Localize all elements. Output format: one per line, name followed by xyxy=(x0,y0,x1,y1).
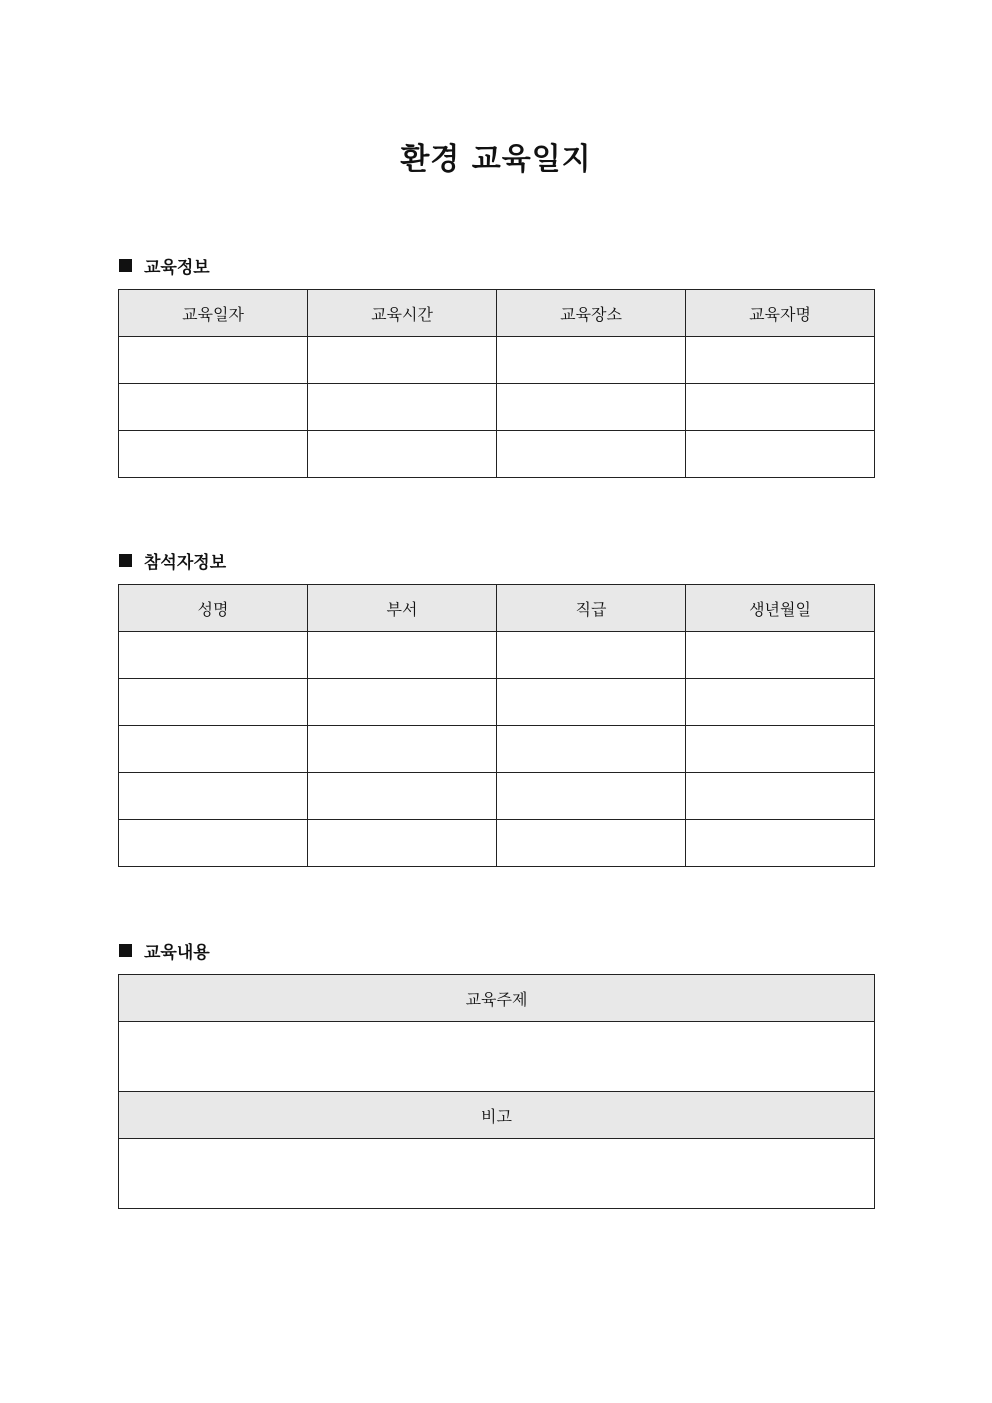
square-bullet-icon xyxy=(119,554,132,567)
table-row xyxy=(119,1022,875,1092)
table-row xyxy=(119,431,875,478)
table-cell[interactable] xyxy=(686,773,875,820)
column-header-place: 교육장소 xyxy=(497,290,686,337)
table-cell[interactable] xyxy=(308,773,497,820)
table-row xyxy=(119,820,875,867)
table-header-row xyxy=(119,585,875,632)
table-cell[interactable] xyxy=(308,384,497,431)
section-heading-label: 참석자정보 xyxy=(144,552,227,573)
topic-field[interactable] xyxy=(119,1022,875,1092)
table-cell[interactable] xyxy=(119,820,308,867)
table-cell[interactable] xyxy=(119,679,308,726)
square-bullet-icon xyxy=(119,259,132,272)
document-title: 환경 교육일지 xyxy=(400,142,592,177)
table-row xyxy=(119,679,875,726)
remarks-header: 비고 xyxy=(119,1092,875,1139)
table-cell[interactable] xyxy=(686,337,875,384)
section-heading-attendee-info xyxy=(119,548,226,572)
column-header-instructor: 교육자명 xyxy=(686,290,875,337)
table-row xyxy=(119,632,875,679)
table-cell[interactable] xyxy=(308,431,497,478)
table-cell[interactable] xyxy=(119,632,308,679)
table-row xyxy=(119,726,875,773)
table-cell[interactable] xyxy=(497,384,686,431)
section-heading-education-info xyxy=(119,253,210,277)
table-cell[interactable] xyxy=(308,632,497,679)
table-header-row xyxy=(119,1092,875,1139)
section-heading-label: 교육내용 xyxy=(144,942,210,963)
table-cell[interactable] xyxy=(497,632,686,679)
square-bullet-icon xyxy=(119,944,132,957)
table-cell[interactable] xyxy=(497,773,686,820)
section-heading-label: 교육정보 xyxy=(144,257,210,278)
table-cell[interactable] xyxy=(497,820,686,867)
table-cell[interactable] xyxy=(686,679,875,726)
table-cell[interactable] xyxy=(308,820,497,867)
table-cell[interactable] xyxy=(119,431,308,478)
column-header-department: 부서 xyxy=(308,585,497,632)
table-cell[interactable] xyxy=(308,679,497,726)
table-cell[interactable] xyxy=(119,384,308,431)
attendee-info-table xyxy=(118,584,875,867)
education-content-table xyxy=(118,974,875,1209)
table-cell[interactable] xyxy=(497,679,686,726)
table-row xyxy=(119,773,875,820)
column-header-birthdate: 생년월일 xyxy=(686,585,875,632)
table-row xyxy=(119,384,875,431)
remarks-field[interactable] xyxy=(119,1139,875,1209)
table-cell[interactable] xyxy=(686,726,875,773)
table-cell[interactable] xyxy=(308,726,497,773)
table-cell[interactable] xyxy=(119,726,308,773)
table-cell[interactable] xyxy=(497,337,686,384)
column-header-name: 성명 xyxy=(119,585,308,632)
education-info-table xyxy=(118,289,875,478)
table-header-row xyxy=(119,290,875,337)
column-header-position: 직급 xyxy=(497,585,686,632)
section-heading-education-content xyxy=(119,938,210,962)
table-cell[interactable] xyxy=(686,632,875,679)
table-cell[interactable] xyxy=(308,337,497,384)
table-cell[interactable] xyxy=(497,726,686,773)
table-cell[interactable] xyxy=(497,431,686,478)
table-header-row xyxy=(119,975,875,1022)
table-cell[interactable] xyxy=(119,337,308,384)
column-header-time: 교육시간 xyxy=(308,290,497,337)
table-row xyxy=(119,1139,875,1209)
table-cell[interactable] xyxy=(119,773,308,820)
table-cell[interactable] xyxy=(686,384,875,431)
column-header-date: 교육일자 xyxy=(119,290,308,337)
table-cell[interactable] xyxy=(686,820,875,867)
table-row xyxy=(119,337,875,384)
table-cell[interactable] xyxy=(686,431,875,478)
topic-header: 교육주제 xyxy=(119,975,875,1022)
